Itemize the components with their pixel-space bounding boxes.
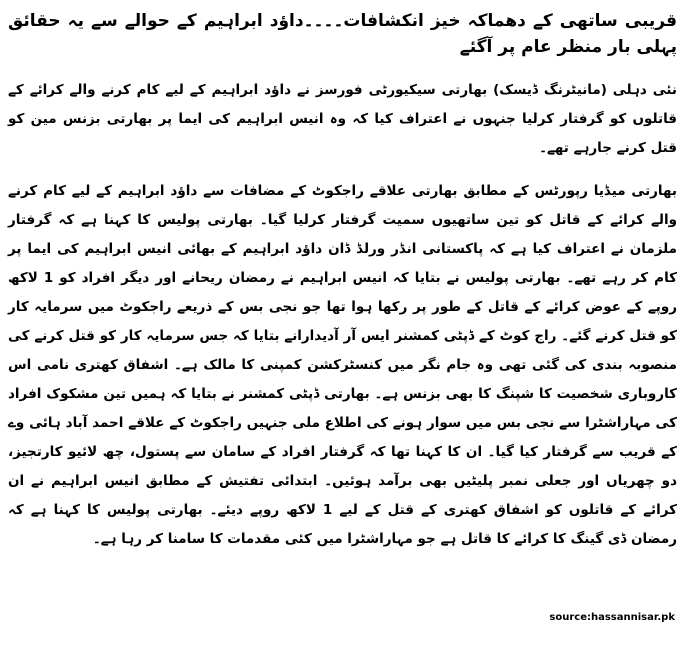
source-attribution: source:hassannisar.pk	[549, 612, 675, 623]
article-paragraph-body: بھارتی میڈیا رپورٹس کے مطابق بھارتی علاقے راجکوٹ کے مضافات سے داؤد ابراہیم کے لیے کام کرنے والے کرائے کے قاتل کو تین ساتھیوں سمیت گرفتار کرلیا گیا۔ بھارتی پولیس کا کہنا ہے کہ گرفتار ملزمان نے اعتراف کیا ہے کہ پاکستانی انڈر ورلڈ ڈان داؤد ابراہیم کے بھائی انیس ابراہیم کی ایما پر کام کر رہے تھے۔ بھارتی پولیس نے بتایا کہ انیس ابراہیم نے رمضان ریحانے اور دیگر افراد کو 1 لاکھ روپے کے عوض کرائے کے قاتل کے طور پر رکھا ہوا تھا جو نجی بس کے ذریعے راجکوٹ میں سرمایہ کار کو قتل کرنے گئے۔ راج کوٹ کے ڈپٹی کمشنر ایس آر آدیدارانے بتایا کہ جس سرمایہ کار کو قتل کرنے کی منصوبہ بندی کی گئی تھی وہ جام نگر میں کنسٹرکشن کمپنی کا مالک ہے۔ اشفاق کھتری نامی اس کاروباری شخصیت کا شپنگ کا بھی بزنس ہے۔ بھارتی ڈپٹی کمشنر نے بتایا کہ ہمیں تین مشکوک افراد کی مہاراشٹرا سے نجی بس میں سوار ہونے کی اطلاع ملی جنہیں راجکوٹ کے علاقے احمد آباد ہائی وے کے قریب سے گرفتار کیا گیا۔ ان کا کہنا تھا کہ گرفتار افراد کے سامان سے پستول، چھ لائیو کارتجیز، دو چھریاں اور جعلی نمبر پلیٹیں بھی برآمد ہوئیں۔ ابتدائی تفتیش کے مطابق انیس ابراہیم نے ان کرائے کے قاتلوں کو اشفاق کھتری کے قتل کے لیے 1 لاکھ روپے دیئے۔ بھارتی پولیس کا کہنا ہے کہ رمضان ڈی گینگ کا کرائے کا قاتل ہے جو مہاراشٹرا میں کئی مقدمات کا سامنا کر رہا ہے۔	[8, 183, 678, 547]
article-headline: قریبی ساتھی کے دھماکہ خیز انکشافات۔۔۔۔داؤد ابراہیم کے حوالے سے یہ حقائق پہلی بار منظر عام پر آگئے	[8, 11, 677, 57]
article-paragraph-intro: نئی دہلی (مانیٹرنگ ڈیسک) بھارتی سیکیورٹی فورسز نے داؤد ابراہیم کے لیے کام کرنے والے کرائے کے قاتلوں کو گرفتار کرلیا جنہوں نے اعتراف کیا کہ وہ انیس ابراہیم کی ایما پر بھارتی بزنس مین کو قتل کرنے جارہے تھے۔	[8, 82, 677, 156]
